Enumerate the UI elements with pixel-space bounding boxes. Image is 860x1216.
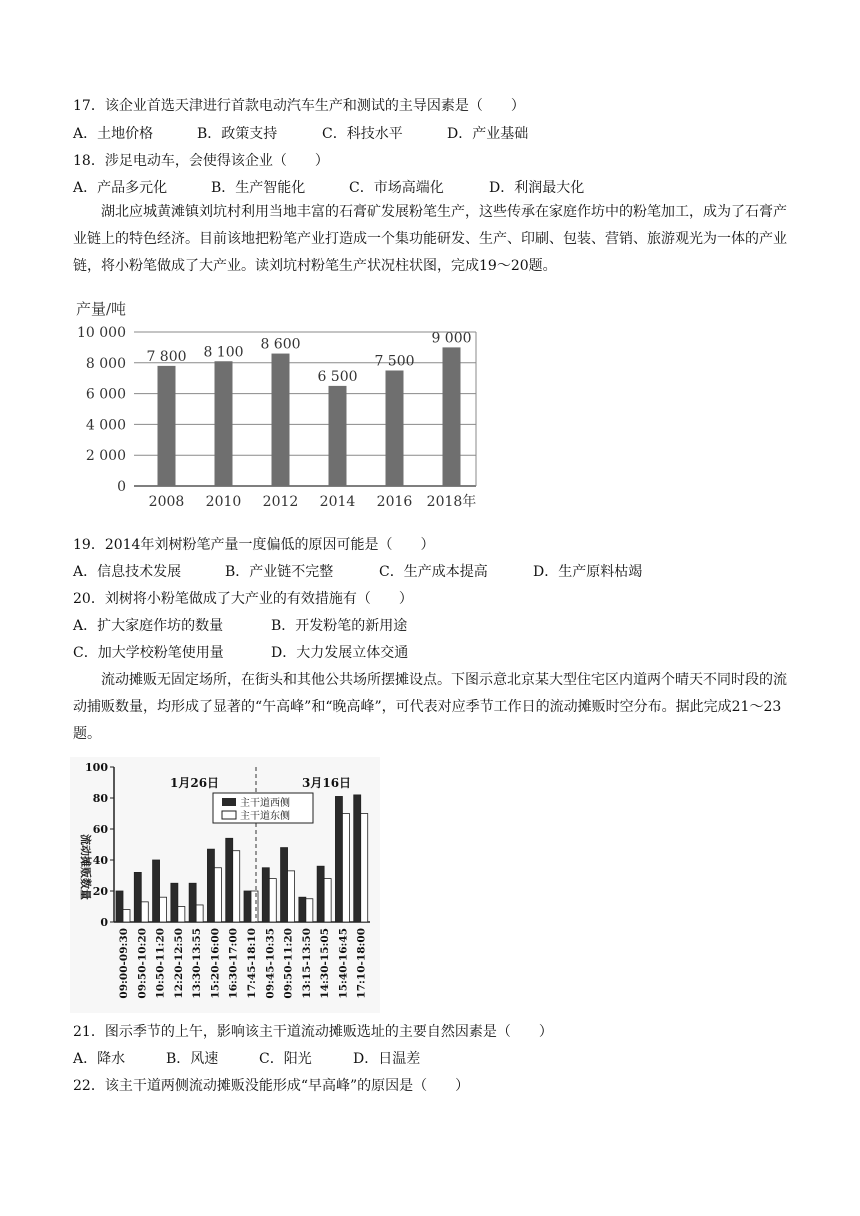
chart1-value-label: 8 600 — [260, 336, 301, 353]
chart2-bar-west — [153, 860, 160, 922]
chart1-xtick-label: 2014 — [319, 494, 356, 510]
chart2-xtick-label: 16:30-17:00 — [227, 928, 240, 999]
chart1-value-label: 9 000 — [431, 330, 472, 347]
chart2-bar-east — [178, 907, 185, 923]
legend-west-swatch — [222, 798, 236, 806]
chart2-bar-west — [226, 838, 233, 922]
chart2-xtick-label: 12:20-12:50 — [172, 928, 185, 999]
q17-stem: 17．该企业首选天津进行首款电动汽车生产和测试的主导因素是（ ） — [73, 98, 525, 114]
chart1-value-label: 7 500 — [374, 353, 415, 370]
q20-options-row1 — [73, 616, 407, 636]
q21-option-b[interactable]: B．风速 — [166, 1051, 219, 1067]
chart2-bar-west — [244, 891, 251, 922]
q18-option-c[interactable]: C．市场高端化 — [349, 180, 444, 196]
chart2-bar-east — [288, 871, 295, 922]
chart1-bar — [215, 361, 233, 486]
q17-options — [73, 124, 528, 144]
q21-stem: 21．图示季节的上午，影响该主干道流动摊贩选址的主要自然因素是（ ） — [73, 1024, 553, 1040]
q17-option-d[interactable]: D．产业基础 — [447, 126, 529, 142]
chart2-ytick-label: 60 — [92, 823, 108, 836]
q19-options — [73, 562, 642, 582]
chart2-bar-west — [171, 883, 178, 922]
chart2-bar-west — [262, 868, 269, 922]
q18-option-b[interactable]: B．生产智能化 — [211, 180, 306, 196]
chart2-bar-east — [214, 868, 221, 922]
chart2-xtick-label: 15:20-16:00 — [209, 928, 222, 999]
chart2-bar-east — [306, 899, 313, 922]
chart1-bar — [329, 386, 347, 486]
chart2-xtick-label: 09:00-09:30 — [118, 928, 130, 999]
chart2-bar-east — [361, 814, 368, 923]
chart2-xtick-label: 13:30-13:55 — [191, 928, 204, 999]
q18-option-d[interactable]: D．利润最大化 — [489, 180, 585, 196]
chart1-value-label: 8 100 — [203, 344, 244, 361]
chart1-bar — [158, 366, 176, 486]
chart2-ylabel: 流动摊贩数量 — [79, 834, 92, 900]
chart2-xtick-label: 09:50-11:20 — [282, 928, 295, 999]
chart2-xtick-label: 14:30-15:05 — [319, 928, 332, 999]
chart2-xtick-label: 09:50-10:20 — [136, 928, 149, 999]
chart1-xtick-label: 2010 — [205, 494, 242, 510]
chart2-ytick-label: 0 — [100, 916, 108, 929]
chart2-xtick-label: 17:10-18:00 — [355, 928, 368, 999]
chart2-bar-east — [342, 814, 349, 923]
q19-option-b[interactable]: B．产业链不完整 — [225, 564, 334, 580]
chart1-ylabel: 产量/吨 — [76, 300, 127, 318]
q19-option-c[interactable]: C．生产成本提高 — [379, 564, 488, 580]
chart2-xtick-label: 13:15-13:50 — [300, 928, 313, 999]
chart2-bar-east — [196, 905, 203, 922]
chart2-bar-west — [134, 872, 141, 922]
chart1-ytick-label: 4 000 — [85, 417, 126, 434]
q20-option-a[interactable]: A．扩大家庭作坊的数量 — [73, 618, 224, 634]
chart2-xtick-label: 09:45-10:35 — [264, 928, 277, 999]
chart2-bar-west — [335, 796, 342, 922]
chart2-bar-west — [207, 849, 214, 922]
passage-vendors: 流动摊贩无固定场所，在街头和其他公共场所摆摊设点。下图示意北京某大型住宅区内道两个晴天不同时段的流动捕贩数量，均形成了显著的“午高峰”和“晚高峰”，可代表对应季节工作日的流动摊贩时空分布。据此完成21～23题。 — [73, 672, 787, 742]
passage-chalk: 湖北应城黄滩镇刘坑村利用当地丰富的石膏矿发展粉笔生产，这些传承在家庭作坊中的粉笔加工，成为了石膏产业链上的特色经济。目前该地把粉笔产业打造成一个集功能研发、生产、印刷、包装、营销、旅游观光为一体的产业链，将小粉笔做成了大产业。读刘坑村粉笔生产状况柱状图，完成19～20题。 — [73, 204, 787, 274]
chart1-xtick-label: 2016 — [376, 494, 413, 510]
chart1-ytick-label: 8 000 — [85, 355, 126, 372]
q17-option-c[interactable]: C．科技水平 — [322, 126, 403, 142]
chart2-bar-east — [233, 851, 240, 922]
q20-option-d[interactable]: D．大力发展立体交通 — [271, 645, 409, 661]
chart2-bar-east — [269, 879, 276, 922]
chart1-bar — [272, 354, 290, 486]
chart2-bar-west — [116, 891, 123, 922]
chart1-bar — [386, 371, 404, 487]
chart1-ytick-label: 10 000 — [77, 325, 126, 341]
q21-options — [73, 1049, 420, 1069]
chart2-ytick-label: 100 — [85, 761, 108, 774]
chart2-xtick-label: 10:50-11:20 — [154, 928, 167, 999]
q18-stem: 18．涉足电动车，会使得该企业（ ） — [73, 153, 329, 169]
q22-stem: 22．该主干道两侧流动摊贩没能形成“早高峰”的原因是（ ） — [73, 1078, 470, 1094]
q21-option-a[interactable]: A．降水 — [73, 1051, 126, 1067]
chart2-date-label-1: 1月26日 — [170, 776, 220, 790]
chart1-ytick-label: 2 000 — [85, 448, 126, 465]
chalk-production-chart — [68, 296, 508, 518]
chart2-bar-west — [354, 795, 361, 922]
q20-stem: 20．刘树将小粉笔做成了大产业的有效措施有（ ） — [73, 591, 413, 607]
chart2-ytick-label: 40 — [92, 854, 108, 867]
chart2-bar-east — [324, 879, 331, 922]
chart2-bar-west — [189, 883, 196, 922]
chart1-bar — [443, 347, 461, 486]
chart2-bar-east — [141, 902, 148, 922]
street-vendor-chart — [70, 757, 380, 1013]
q18-options — [73, 178, 584, 198]
chart2-xtick-label: 17:45-18:10 — [246, 928, 258, 999]
q19-option-a[interactable]: A．信息技术发展 — [73, 564, 182, 580]
q21-option-d[interactable]: D．日温差 — [353, 1051, 421, 1067]
chart1-xtick-label: 2008 — [148, 494, 185, 510]
q18-option-a[interactable]: A．产品多元化 — [73, 180, 168, 196]
chart2-legend — [213, 793, 313, 823]
chart2-bar-west — [317, 866, 324, 922]
chart1-ytick-label: 6 000 — [85, 386, 126, 403]
q19-option-d[interactable]: D．生产原料枯竭 — [533, 564, 643, 580]
chart2-xtick-label: 15:40-16:45 — [337, 928, 350, 999]
q21-option-c[interactable]: C．阳光 — [259, 1051, 312, 1067]
chart1-xtick-label: 2018年 — [426, 494, 477, 510]
chart2-bar-east — [160, 897, 167, 922]
chart2-ytick-label: 20 — [92, 885, 108, 898]
chart2-date-label-2: 3月16日 — [302, 776, 352, 790]
q20-option-c[interactable]: C．加大学校粉笔使用量 — [73, 645, 224, 661]
chart2-bar-east — [251, 891, 258, 922]
legend-east-swatch — [222, 811, 236, 819]
chart2-bar-west — [281, 848, 288, 922]
chart1-xtick-label: 2012 — [262, 494, 299, 510]
legend-east-label: 主干道东侧 — [240, 811, 290, 822]
q19-stem: 19．2014年刘树粉笔产量一度偏低的原因可能是（ ） — [73, 537, 435, 553]
chart2-ytick-label: 80 — [92, 792, 108, 805]
q20-option-b[interactable]: B．开发粉笔的新用途 — [271, 618, 408, 634]
chart2-bar-east — [123, 910, 130, 922]
legend-west-label: 主干道西侧 — [240, 798, 290, 809]
q17-option-a[interactable]: A．土地价格 — [73, 126, 154, 142]
chart2-bar-west — [299, 897, 306, 922]
q17-option-b[interactable]: B．政策支持 — [197, 126, 278, 142]
chart1-value-label: 6 500 — [317, 368, 358, 385]
q20-options-row2 — [73, 643, 408, 663]
chart1-ytick-label: 0 — [117, 479, 126, 495]
chart1-value-label: 7 800 — [146, 348, 187, 365]
